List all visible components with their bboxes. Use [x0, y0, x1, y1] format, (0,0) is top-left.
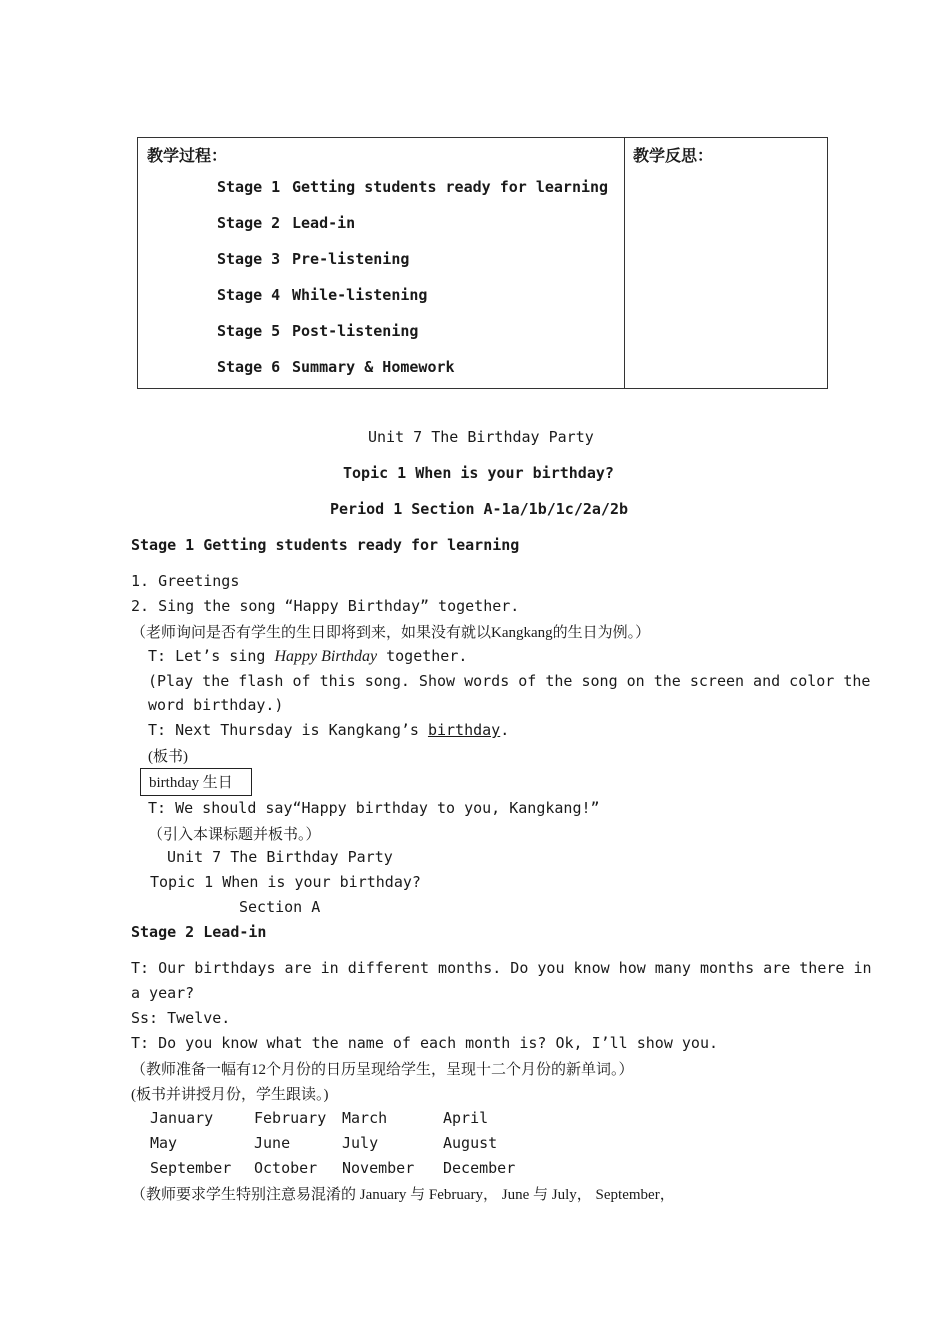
unit-title: Unit 7 The Birthday Party	[368, 428, 594, 446]
stage-num: Stage 2	[217, 214, 281, 232]
table-divider	[624, 138, 625, 388]
topic-title: Topic 1 When is your birthday?	[343, 464, 614, 482]
text-span: T: Let’s sing	[148, 647, 275, 665]
stage-name: While-listening	[292, 286, 428, 304]
stage1-heading: Stage 1 Getting students ready for learning	[131, 536, 520, 554]
month-cell: May	[150, 1134, 178, 1152]
instruction-line: word birthday.)	[148, 696, 284, 714]
teacher-line: a year?	[131, 984, 195, 1002]
text-span: .	[500, 721, 510, 739]
stage2-heading: Stage 2 Lead-in	[131, 923, 267, 941]
teacher-line: T: Do you know what the name of each month is? Ok, I’ll show you.	[131, 1034, 718, 1052]
blackboard-topic: Topic 1 When is your birthday?	[150, 873, 421, 891]
month-cell: April	[443, 1109, 489, 1127]
reflection-heading: 教学反思：	[633, 148, 714, 165]
stage-num: Stage 4	[217, 286, 281, 304]
process-heading: 教学过程：	[147, 148, 228, 165]
month-cell: July	[342, 1134, 379, 1152]
teacher-note: （教师要求学生特别注意易混淆的 January 与 February， June 与 July， September，	[131, 1187, 675, 1203]
stage-num: Stage 6	[217, 358, 281, 376]
teacher-note: （引入本课标题并板书。）	[148, 827, 321, 843]
month-cell: February	[254, 1109, 327, 1127]
teacher-note: （老师询问是否有学生的生日即将到来，如果没有就以Kangkang的生日为例。）	[131, 625, 651, 641]
song-title: Happy Birthday	[274, 648, 378, 665]
stage-num: Stage 5	[217, 322, 281, 340]
month-cell: January	[150, 1109, 214, 1127]
instruction-line: (Play the flash of this song. Show words of the song on the screen and color the	[148, 672, 871, 690]
blackboard-box: birthday 生日	[140, 768, 252, 796]
sing-song-line: 2. Sing the song “Happy Birthday” together.	[131, 597, 520, 615]
stage-num: Stage 3	[217, 250, 281, 268]
stage-name: Pre-listening	[292, 250, 410, 268]
blackboard-unit: Unit 7 The Birthday Party	[167, 848, 393, 866]
month-cell: November	[342, 1159, 415, 1177]
stage-name: Summary & Homework	[292, 358, 455, 376]
teacher-line: T: We should say“Happy birthday to you, Kangkang!”	[148, 799, 600, 817]
greetings-line: 1. Greetings	[131, 572, 240, 590]
teacher-line	[148, 649, 467, 665]
students-line: Ss: Twelve.	[131, 1009, 231, 1027]
month-cell: June	[254, 1134, 291, 1152]
process-table	[137, 137, 828, 389]
board-note: (板书)	[148, 749, 188, 765]
teacher-line: T: Our birthdays are in different months. Do you know how many months are there in	[131, 959, 872, 977]
stage-num: Stage 1	[217, 178, 281, 196]
month-cell: August	[443, 1134, 498, 1152]
teacher-note: （教师准备一幅有12个月份的日历呈现给学生，呈现十二个月份的新单词。）	[131, 1062, 634, 1078]
teacher-note: (板书并讲授月份，学生跟读。)	[131, 1087, 329, 1103]
text-span: T: Next Thursday is Kangkang’s	[148, 721, 428, 739]
stage-name: Post-listening	[292, 322, 419, 340]
text-span: together.	[377, 647, 468, 665]
blackboard-section: Section A	[239, 898, 321, 916]
month-cell: December	[443, 1159, 516, 1177]
stage-name: Lead-in	[292, 214, 356, 232]
period-title: Period 1 Section A-1a/1b/1c/2a/2b	[330, 500, 629, 518]
stage-name: Getting students ready for learning	[292, 178, 609, 196]
month-cell: September	[150, 1159, 232, 1177]
teacher-line	[148, 723, 509, 738]
month-cell: March	[342, 1109, 388, 1127]
month-cell: October	[254, 1159, 318, 1177]
underlined-word: birthday	[427, 721, 501, 739]
